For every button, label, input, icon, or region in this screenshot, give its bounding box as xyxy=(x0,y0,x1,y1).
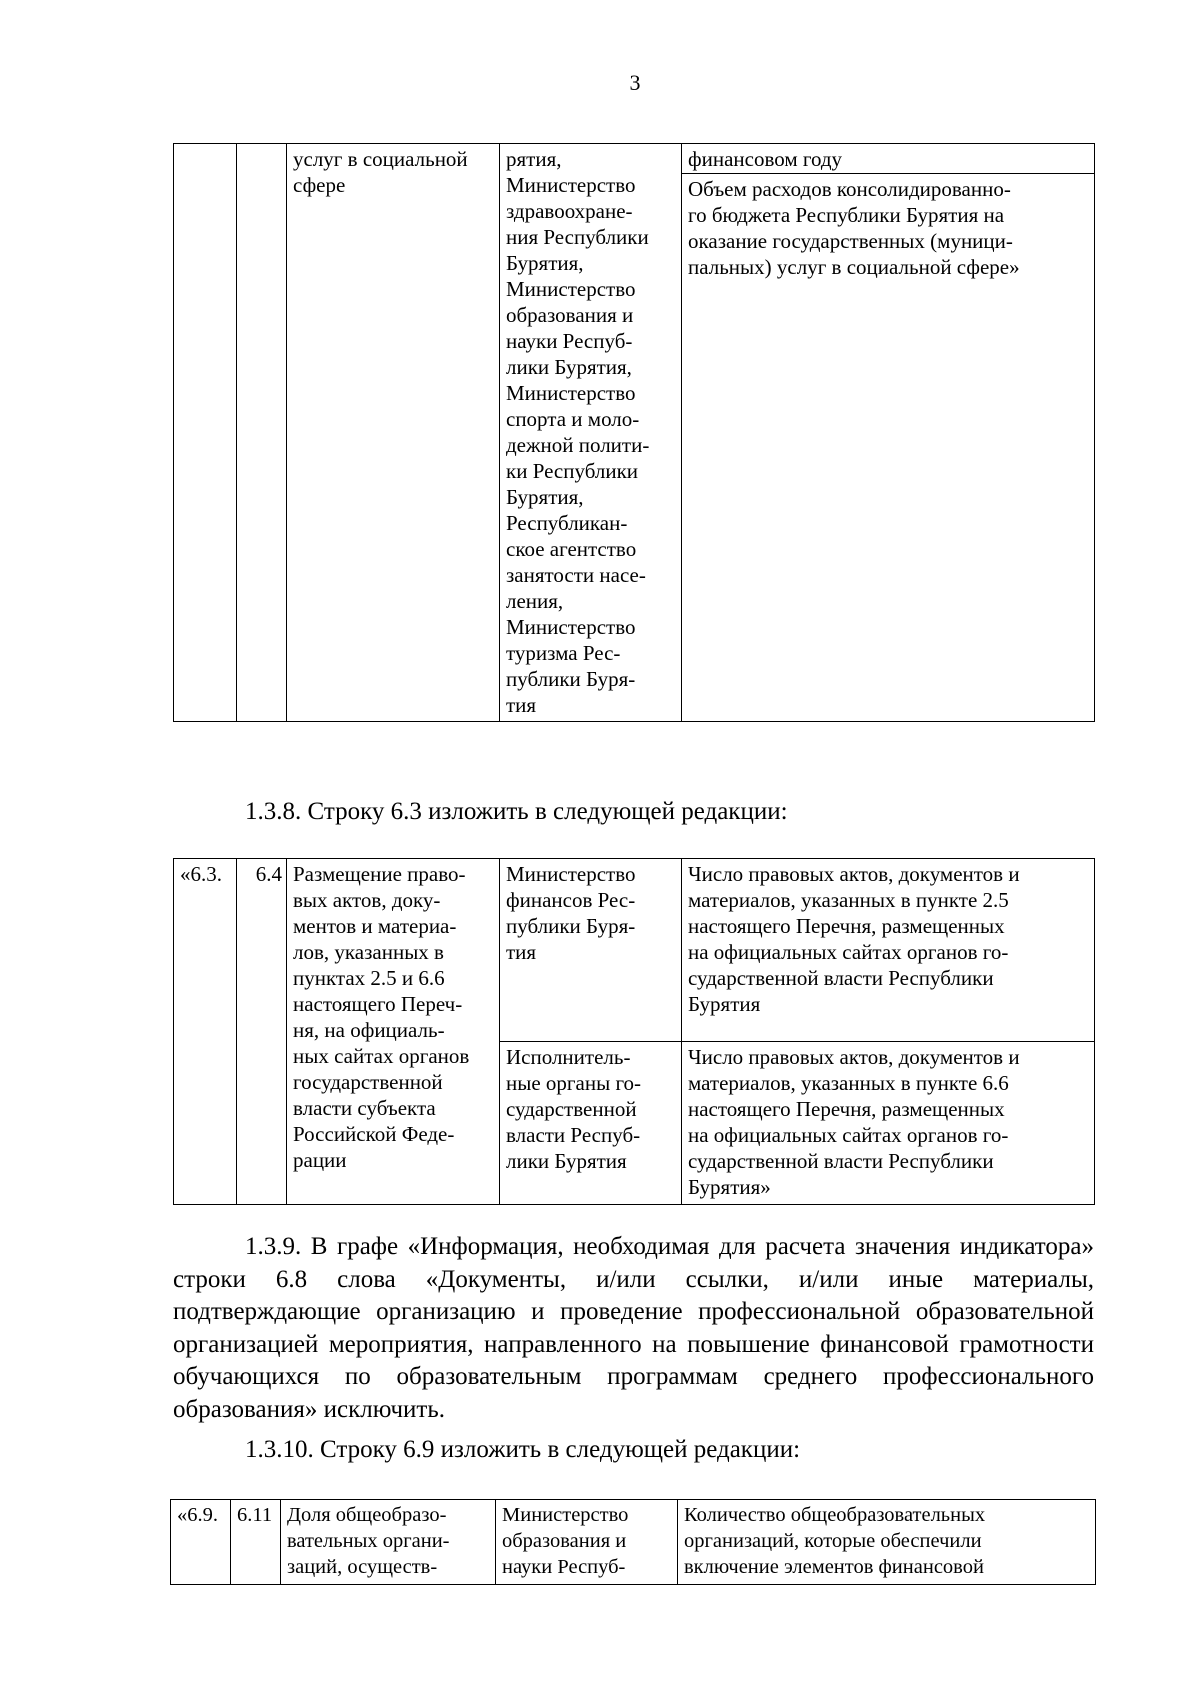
table-row xyxy=(171,1500,1096,1585)
table-row xyxy=(174,144,1095,174)
table-row-6-3 xyxy=(173,858,1095,1205)
table-cell-number: «6.9. xyxy=(171,1500,231,1585)
table-cell-executor: рятия, Министерство здравоохране- ния Республики Бурятия, Министерство образования и науки Респуб- лики Бурятия, Министерство спорта и моло- дежной полити- ки Республики Бурятия, Республикан- ское агентство занятости насе- ления, Министерство туризма Рес- публики Буря- тия xyxy=(500,144,682,722)
table-cell-indicator: Объем расходов консолидированно- го бюджета Республики Бурятия на оказание государственных (муници- пальных) услуг в социальной сфере» xyxy=(682,174,1095,722)
paragraph-1-3-8: 1.3.8. Строку 6.3 изложить в следующей редакции: xyxy=(245,798,788,825)
table-cell-indicator: Количество общеобразовательных организаций, которые обеспечили включение элементов финансовой xyxy=(678,1500,1096,1585)
table-cell-executor: Министерство финансов Рес- публики Буря- тия xyxy=(500,859,682,1042)
table-cell-number xyxy=(174,144,237,722)
table-cell-indicator: финансовом году xyxy=(682,144,1095,174)
table-row xyxy=(174,859,1095,1042)
table-cell-indicator: Число правовых актов, документов и материалов, указанных в пункте 2.5 настоящего Перечня, размещенных на официальных сайтах органов го- сударственной власти Республики Бурятия xyxy=(682,859,1095,1042)
table-cell-code xyxy=(237,144,287,722)
page-number: 3 xyxy=(629,70,641,95)
table-cell-indicator: Число правовых актов, документов и материалов, указанных в пункте 6.6 настоящего Перечня, размещенных на официальных сайтах органов го- сударственной власти Республики Бурятия» xyxy=(682,1042,1095,1205)
table-cell-measure: Доля общеобразо- вательных органи- заций, осуществ- xyxy=(281,1500,496,1585)
table-cell-measure: услуг в социальной сфере xyxy=(287,144,500,722)
continued-table xyxy=(173,143,1095,722)
table-cell-code: 6.4 xyxy=(237,859,287,1205)
table-cell-executor: Министерство образования и науки Респуб- xyxy=(496,1500,678,1585)
table-row-6-9 xyxy=(170,1499,1096,1585)
paragraph-1-3-10: 1.3.10. Строку 6.9 изложить в следующей редакции: xyxy=(245,1436,801,1463)
table-cell-number: «6.3. xyxy=(174,859,237,1205)
table-cell-code: 6.11 xyxy=(231,1500,281,1585)
table-cell-executor: Исполнитель- ные органы го- сударственной власти Респуб- лики Бурятия xyxy=(500,1042,682,1205)
paragraph-1-3-9: 1.3.9. В графе «Информация, необходимая для расчета значения индикатора» строки 6.8 слова «Документы, и/или ссылки, и/или иные материалы, подтверждающие организацию и проведение профессиональной образовательной организацией мероприятия, направленного на повышение финансовой грамотности обучающихся по образовательным программам среднего профессионального образования» исключить. xyxy=(173,1233,1094,1423)
table-cell-measure: Размещение право- вых актов, доку- ментов и материа- лов, указанных в пунктах 2.5 и 6.6 настоящего Переч- ня, на официаль- ных сайтах органов государственной власти субъекта Российской Феде- рации xyxy=(287,859,500,1205)
